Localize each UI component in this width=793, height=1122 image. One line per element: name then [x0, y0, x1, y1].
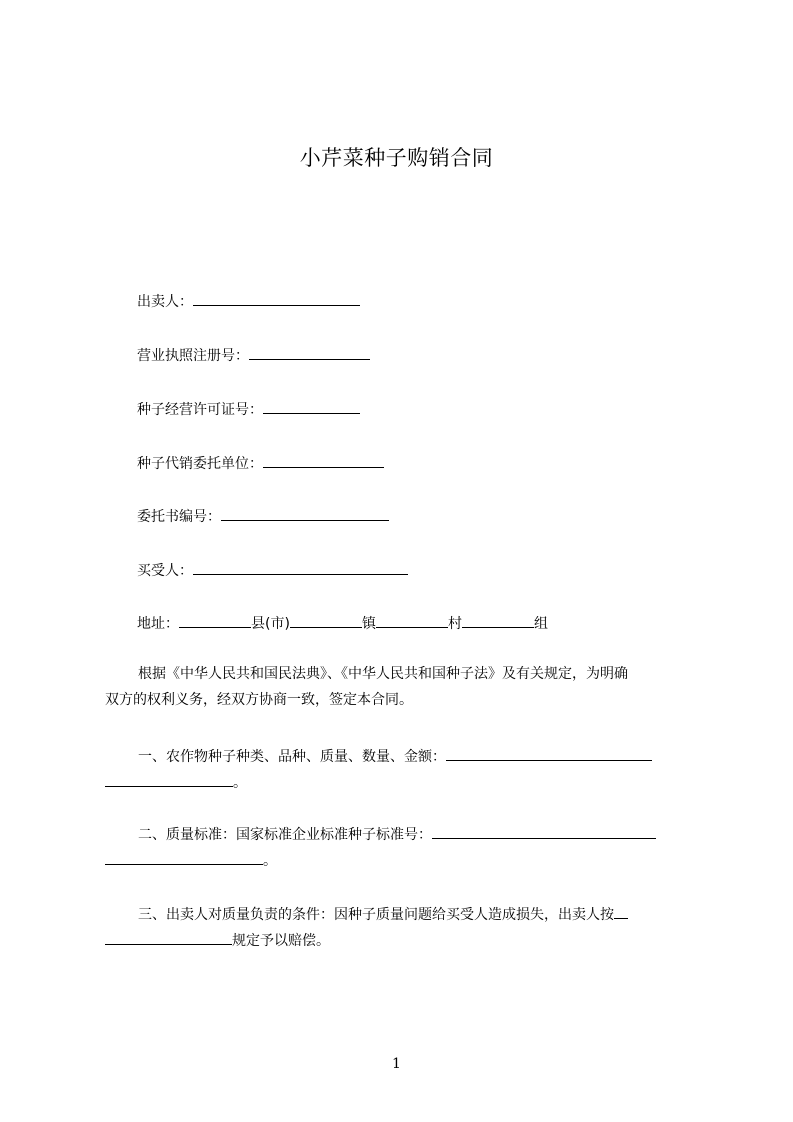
- seller-label: 出卖人：: [137, 294, 193, 310]
- clause-2-blank-b[interactable]: [105, 850, 263, 865]
- seller-blank[interactable]: [193, 291, 360, 306]
- buyer-blank[interactable]: [193, 560, 408, 575]
- clause-1-blank-b[interactable]: [105, 772, 233, 787]
- entrust-no-field: [137, 506, 389, 526]
- clause-1-text: 一、农作物种子种类、品种、质量、数量、金额：: [138, 749, 446, 765]
- clause-3-blank-b[interactable]: [105, 930, 232, 945]
- clause-1: [105, 744, 702, 796]
- buyer-field: [137, 560, 408, 580]
- address-field: [137, 613, 548, 633]
- license-blank[interactable]: [249, 345, 370, 360]
- clause-2-end: 。: [263, 853, 277, 869]
- clause-3: [105, 902, 702, 954]
- clause-2-text: 二、质量标准：国家标准企业标准种子标准号：: [138, 827, 432, 843]
- agent-unit-label: 种子代销委托单位：: [137, 456, 263, 472]
- agent-unit-blank[interactable]: [263, 453, 384, 468]
- intro-line-2: 双方的权利义务，经双方协商一致，签定本合同。: [105, 692, 413, 708]
- seed-permit-blank[interactable]: [263, 399, 360, 414]
- county-blank[interactable]: [179, 613, 251, 628]
- document-title: 小芹菜种子购销合同: [299, 146, 494, 170]
- group-blank[interactable]: [462, 613, 534, 628]
- seed-permit-label: 种子经营许可证号：: [137, 402, 263, 418]
- group-label: 组: [533, 616, 548, 632]
- village-label: 村: [447, 616, 462, 632]
- license-label: 营业执照注册号：: [137, 348, 249, 364]
- address-label: 地址：: [137, 616, 179, 632]
- village-blank[interactable]: [376, 613, 448, 628]
- clause-1-end: 。: [233, 775, 247, 791]
- clause-3-blank-a[interactable]: [614, 904, 628, 919]
- clause-2: [105, 822, 702, 874]
- town-label: 镇: [361, 616, 376, 632]
- clause-3-end: 规定予以赔偿。: [232, 933, 330, 949]
- page-number: 1: [392, 1056, 401, 1072]
- entrust-no-label: 委托书编号：: [137, 509, 221, 525]
- clause-3-text: 三、出卖人对质量负责的条件：因种子质量问题给买受人造成损失，出卖人按: [138, 907, 614, 923]
- agent-unit-field: [137, 453, 384, 473]
- county-label: 县(市): [251, 616, 290, 632]
- entrust-no-blank[interactable]: [221, 506, 389, 521]
- seller-field: [137, 291, 360, 311]
- seed-permit-field: [137, 399, 360, 419]
- town-blank[interactable]: [290, 613, 362, 628]
- clause-2-blank-a[interactable]: [432, 824, 656, 839]
- buyer-label: 买受人：: [137, 563, 193, 579]
- intro-line-1: 根据《中华人民共和国民法典》、《中华人民共和国种子法》及有关规定，为明确: [138, 666, 628, 682]
- license-field: [137, 345, 370, 365]
- clause-1-blank-a[interactable]: [446, 746, 652, 761]
- intro-paragraph: [105, 661, 702, 713]
